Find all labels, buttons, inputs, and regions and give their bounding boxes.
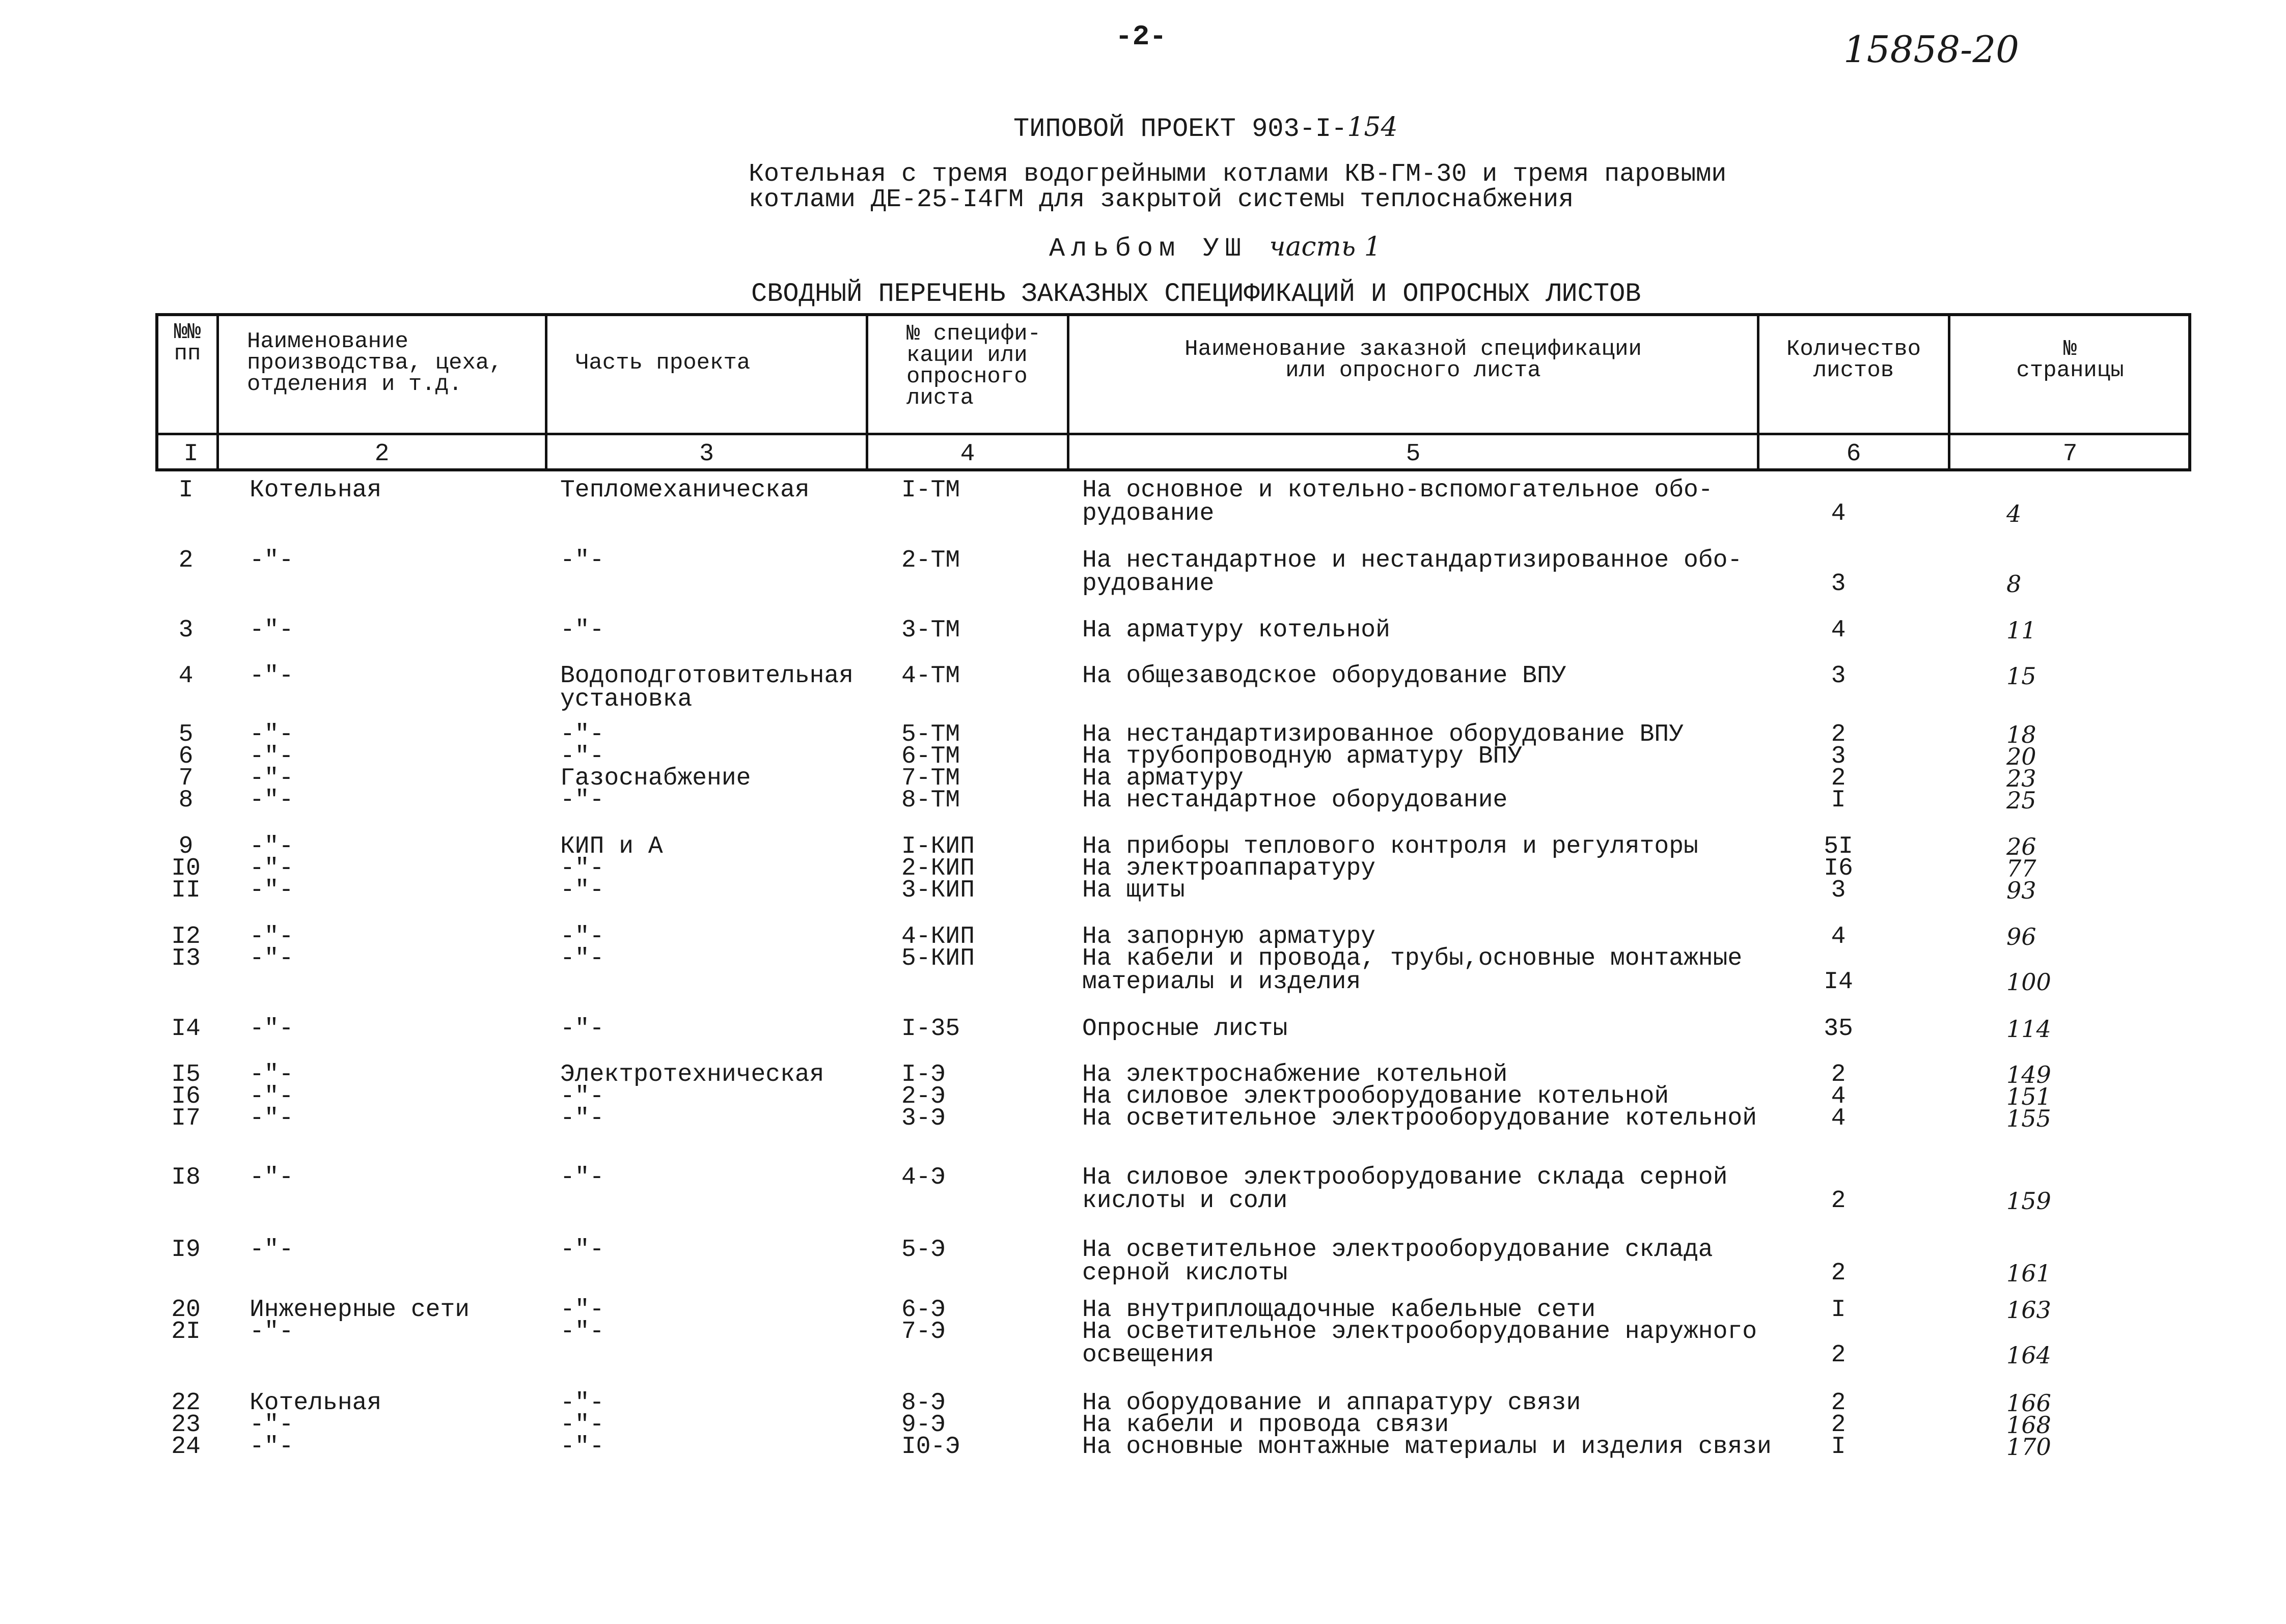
row-project-part: -"- — [560, 1236, 604, 1264]
row-project-part: -"- — [560, 877, 604, 904]
header-spec-name: Наименование заказной спецификации или опросного листа — [1185, 337, 1642, 383]
row-number: 3 — [178, 617, 194, 644]
row-page-number: 77 — [2006, 855, 2036, 882]
row-number: I5 — [171, 1061, 201, 1088]
row-sheet-count: 4 — [1831, 500, 1846, 527]
row-spec-number: 8-ТМ — [901, 787, 960, 814]
row-spec-number: I0-Э — [901, 1433, 960, 1461]
row-production: -"- — [250, 1061, 294, 1088]
list-title: СВОДНЫЙ ПЕРЕЧЕНЬ ЗАКАЗНЫХ СПЕЦИФИКАЦИЙ И ОПРОСНЫХ ЛИСТОВ — [751, 279, 1641, 309]
row-spec-number: 3-Э — [901, 1105, 946, 1132]
row-number: 9 — [178, 833, 194, 860]
row-spec-number: I-Э — [901, 1061, 946, 1088]
row-production: Инженерные сети — [250, 1296, 470, 1324]
row-production: -"- — [250, 833, 294, 860]
row-sheet-count: 3 — [1831, 662, 1846, 690]
header-divider — [155, 433, 2191, 435]
row-production: -"- — [250, 1164, 294, 1191]
row-project-part: -"- — [560, 1296, 604, 1324]
row-page-number: 26 — [2006, 833, 2036, 860]
header-number: №№ пп — [174, 320, 201, 367]
row-production: -"- — [250, 662, 294, 690]
row-sheet-count: 4 — [1831, 923, 1846, 950]
header-spec-number: № специфи- кации или опросного листа — [906, 321, 1041, 411]
project-suffix: 154 — [1347, 112, 1398, 143]
row-production: -"- — [250, 765, 294, 792]
row-number: 4 — [178, 662, 194, 690]
row-project-part: Газоснабжение — [560, 765, 751, 792]
row-project-part: -"- — [560, 787, 604, 814]
row-project-part: -"- — [560, 743, 604, 770]
row-page-number: 161 — [2006, 1259, 2051, 1287]
row-number: I9 — [171, 1236, 201, 1264]
row-page-number: 163 — [2006, 1296, 2051, 1324]
row-page-number: 168 — [2006, 1411, 2051, 1439]
row-project-part: -"- — [560, 721, 604, 748]
row-sheet-count: 2 — [1831, 1389, 1846, 1417]
row-sheet-count: I — [1831, 1433, 1846, 1461]
row-spec-name: На осветительное электрооборудование наружного освещения — [1082, 1318, 1757, 1369]
row-number: I7 — [171, 1105, 201, 1132]
row-project-part: Электротехническая — [560, 1061, 824, 1088]
row-production: -"- — [250, 855, 294, 882]
row-sheet-count: 4 — [1831, 1083, 1846, 1110]
row-number: I0 — [171, 855, 201, 882]
row-number: 2I — [171, 1318, 201, 1346]
row-spec-name: На нестандартизированное оборудование ВПУ — [1082, 721, 1684, 748]
album-label: Альбом УШ — [1049, 234, 1247, 264]
row-project-part: -"- — [560, 617, 604, 644]
document-number: 15858-20 — [1843, 28, 2019, 71]
row-number: I2 — [171, 923, 201, 950]
row-number: 2 — [178, 547, 194, 574]
row-sheet-count: 4 — [1831, 1105, 1846, 1132]
row-project-part: -"- — [560, 1411, 604, 1439]
row-sheet-count: 2 — [1831, 1061, 1846, 1088]
row-project-part: -"- — [560, 547, 604, 574]
row-spec-name: Опросные листы — [1082, 1015, 1288, 1043]
header-sheet-count: Количество листов — [1786, 337, 1921, 383]
column-number: 3 — [699, 440, 714, 468]
row-sheet-count: 2 — [1831, 1259, 1846, 1287]
row-project-part: -"- — [560, 1318, 604, 1346]
row-spec-name: На осветительное электрооборудование котельной — [1082, 1105, 1757, 1132]
row-number: 5 — [178, 721, 194, 748]
row-project-part: -"- — [560, 923, 604, 950]
header-production: Наименование производства, цеха, отделения и т.д. — [247, 329, 503, 397]
row-project-part: КИП и А — [560, 833, 663, 860]
row-page-number: 11 — [2006, 617, 2036, 644]
row-spec-number: 8-Э — [901, 1389, 946, 1417]
row-page-number: 8 — [2006, 570, 2022, 598]
row-spec-name: На кабели и провода, трубы,основные монтажные материалы и изделия — [1082, 945, 1743, 996]
row-sheet-count: I4 — [1824, 968, 1853, 996]
row-page-number: 4 — [2006, 500, 2022, 527]
row-page-number: 149 — [2006, 1061, 2051, 1088]
row-sheet-count: I — [1831, 787, 1846, 814]
row-spec-name: На силовое электрооборудование склада серной кислоты и соли — [1082, 1164, 1728, 1215]
row-spec-number: I-КИП — [901, 833, 975, 860]
row-page-number: 15 — [2006, 662, 2036, 690]
row-production: -"- — [250, 945, 294, 972]
row-production: -"- — [250, 617, 294, 644]
row-page-number: 100 — [2006, 968, 2051, 996]
row-production: -"- — [250, 1433, 294, 1461]
row-production: -"- — [250, 743, 294, 770]
row-sheet-count: I — [1831, 1296, 1846, 1324]
page-number: -2- — [1115, 20, 1167, 53]
row-spec-number: 6-Э — [901, 1296, 946, 1324]
row-spec-number: I-ТМ — [901, 477, 960, 504]
header-project-part: Часть проекта — [575, 350, 751, 376]
row-sheet-count: 2 — [1831, 1341, 1846, 1369]
column-number: 6 — [1846, 440, 1861, 468]
row-spec-number: 3-КИП — [901, 877, 975, 904]
row-number: I8 — [171, 1164, 201, 1191]
row-production: -"- — [250, 547, 294, 574]
row-number: 6 — [178, 743, 194, 770]
row-spec-name: На приборы теплового контроля и регуляторы — [1082, 833, 1698, 860]
row-production: Котельная — [250, 477, 382, 504]
row-sheet-count: I6 — [1824, 855, 1853, 882]
row-production: -"- — [250, 1411, 294, 1439]
row-production: -"- — [250, 1318, 294, 1346]
column-number: 2 — [374, 440, 390, 468]
row-number: 24 — [171, 1433, 201, 1461]
row-page-number: 18 — [2006, 721, 2036, 748]
row-number: I3 — [171, 945, 201, 972]
row-page-number: 170 — [2006, 1433, 2051, 1461]
description-line-2: котлами ДЕ-25-I4ГМ для закрытой системы теплоснабжения — [749, 185, 1574, 214]
header-page-number: № страницы — [2016, 337, 2124, 383]
row-production: -"- — [250, 1236, 294, 1264]
row-sheet-count: 2 — [1831, 1187, 1846, 1215]
project-title-text: ТИПОВОЙ ПРОЕКТ 903-I- — [1013, 114, 1347, 144]
row-page-number: 93 — [2006, 877, 2036, 904]
row-project-part: -"- — [560, 1164, 604, 1191]
row-spec-number: 5-КИП — [901, 945, 975, 972]
row-page-number: 96 — [2006, 923, 2036, 950]
row-spec-name: На основные монтажные материалы и изделия связи — [1082, 1433, 1772, 1461]
album-title — [1049, 232, 1381, 264]
row-number: II — [171, 877, 201, 904]
row-spec-name: На трубопроводную арматуру ВПУ — [1082, 743, 1523, 770]
row-page-number: 155 — [2006, 1105, 2051, 1132]
row-production: -"- — [250, 1015, 294, 1043]
row-page-number: 164 — [2006, 1341, 2051, 1369]
row-number: 22 — [171, 1389, 201, 1417]
row-spec-name: На запорную арматуру — [1082, 923, 1376, 950]
row-project-part: -"- — [560, 1083, 604, 1110]
row-spec-name: На щиты — [1082, 877, 1185, 904]
row-page-number: 25 — [2006, 787, 2036, 814]
row-sheet-count: 2 — [1831, 721, 1846, 748]
row-number: 23 — [171, 1411, 201, 1439]
row-project-part: Водоподготовительная установка — [560, 662, 854, 713]
row-project-part: -"- — [560, 1105, 604, 1132]
project-description — [749, 162, 1726, 213]
row-spec-name: На силовое электрооборудование котельной — [1082, 1083, 1669, 1110]
row-page-number: 20 — [2006, 743, 2036, 770]
project-title — [1013, 112, 1398, 144]
row-spec-number: 7-ТМ — [901, 765, 960, 792]
row-number: I6 — [171, 1083, 201, 1110]
row-page-number: 23 — [2006, 765, 2036, 792]
column-number: 5 — [1406, 440, 1421, 468]
row-production: -"- — [250, 877, 294, 904]
row-production: -"- — [250, 923, 294, 950]
row-number: I4 — [171, 1015, 201, 1043]
row-sheet-count: 3 — [1831, 570, 1846, 598]
row-project-part: Тепломеханическая — [560, 477, 810, 504]
row-page-number: 159 — [2006, 1187, 2051, 1215]
column-number: 4 — [960, 440, 975, 468]
row-spec-number: 2-Э — [901, 1083, 946, 1110]
row-spec-number: 4-Э — [901, 1164, 946, 1191]
row-project-part: -"- — [560, 1389, 604, 1417]
row-page-number: 166 — [2006, 1389, 2051, 1417]
row-number: I — [178, 477, 194, 504]
row-spec-name: На оборудование и аппаратуру связи — [1082, 1389, 1581, 1417]
row-spec-name: На основное и котельно-вспомогательное обо- рудование — [1082, 477, 1713, 527]
row-production: -"- — [250, 1083, 294, 1110]
row-project-part: -"- — [560, 855, 604, 882]
row-spec-number: 5-ТМ — [901, 721, 960, 748]
row-sheet-count: 4 — [1831, 617, 1846, 644]
row-spec-number: 6-ТМ — [901, 743, 960, 770]
row-spec-number: 3-ТМ — [901, 617, 960, 644]
column-number: I — [183, 440, 199, 468]
row-spec-name: На арматуру — [1082, 765, 1244, 792]
row-sheet-count: 2 — [1831, 1411, 1846, 1439]
row-number: 20 — [171, 1296, 201, 1324]
row-spec-name: На нестандартное и нестандартизированное обо- рудование — [1082, 547, 1743, 598]
row-sheet-count: 3 — [1831, 877, 1846, 904]
row-spec-number: I-35 — [901, 1015, 960, 1043]
row-project-part: -"- — [560, 1015, 604, 1043]
row-spec-number: 7-Э — [901, 1318, 946, 1346]
row-spec-name: На электроаппаратуру — [1082, 855, 1376, 882]
album-part: часть 1 — [1269, 232, 1381, 262]
row-spec-name: На осветительное электрооборудование склада серной кислоты — [1082, 1236, 1713, 1287]
row-production: Котельная — [250, 1389, 382, 1417]
row-project-part: -"- — [560, 945, 604, 972]
row-number: 7 — [178, 765, 194, 792]
row-spec-number: 4-КИП — [901, 923, 975, 950]
row-production: -"- — [250, 1105, 294, 1132]
row-project-part: -"- — [560, 1433, 604, 1461]
row-sheet-count: 35 — [1824, 1015, 1853, 1043]
row-spec-number: 5-Э — [901, 1236, 946, 1264]
row-production: -"- — [250, 721, 294, 748]
row-spec-number: 2-ТМ — [901, 547, 960, 574]
row-number: 8 — [178, 787, 194, 814]
row-spec-name: На электроснабжение котельной — [1082, 1061, 1508, 1088]
row-spec-number: 9-Э — [901, 1411, 946, 1439]
row-page-number: 114 — [2006, 1015, 2051, 1043]
row-spec-name: На арматуру котельной — [1082, 617, 1390, 644]
row-spec-name: На кабели и провода связи — [1082, 1411, 1449, 1439]
row-production: -"- — [250, 787, 294, 814]
row-spec-name: На общезаводское оборудование ВПУ — [1082, 662, 1566, 690]
row-spec-number: 4-ТМ — [901, 662, 960, 690]
row-sheet-count: 3 — [1831, 743, 1846, 770]
description-line-1: Котельная с тремя водогрейными котлами КВ-ГМ-30 и тремя паровыми — [749, 160, 1727, 189]
row-sheet-count: 2 — [1831, 765, 1846, 792]
row-page-number: 151 — [2006, 1083, 2051, 1110]
row-spec-name: На внутриплощадочные кабельные сети — [1082, 1296, 1596, 1324]
row-spec-number: 2-КИП — [901, 855, 975, 882]
column-number: 7 — [2062, 440, 2078, 468]
row-spec-name: На нестандартное оборудование — [1082, 787, 1508, 814]
row-sheet-count: 5I — [1824, 833, 1853, 860]
